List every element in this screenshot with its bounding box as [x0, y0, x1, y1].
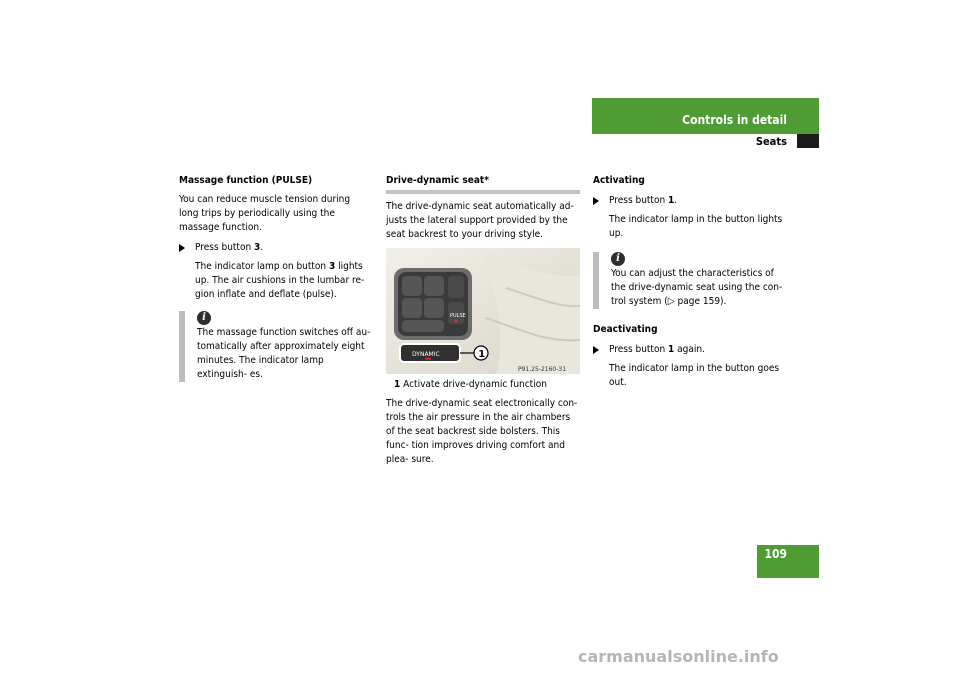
- info-icon: i: [197, 311, 211, 325]
- deactivating-result: The indicator lamp in the button goes out.: [609, 363, 780, 388]
- watermark: carmanualsonline.info: [578, 647, 779, 666]
- massage-note-text: The massage function switches off au- tomatically after approximately eight minutes. The indicator lamp extinguish- es.: [197, 327, 371, 380]
- callout-number: 1: [478, 349, 486, 360]
- activating-heading: Activating: [593, 175, 645, 186]
- massage-intro: You can reduce muscle tension during long trips by periodically using the massage function.: [179, 194, 351, 233]
- column-activating: [593, 174, 788, 395]
- activating-step: Press button 1.: [593, 194, 788, 208]
- massage-result: The indicator lamp on button 3 lights up. The air cushions in the lumbar re- gion inflate and deflate (pulse).: [195, 261, 365, 300]
- section-title: Controls in detail: [682, 113, 787, 127]
- page-number: 109: [764, 547, 787, 561]
- drive-dynamic-note: [593, 252, 788, 309]
- drive-dynamic-note-text: You can adjust the characteristics of the drive-dynamic seat using the con- trol system (▷ page 159).: [611, 268, 783, 307]
- seat-control-illustration: [386, 248, 580, 374]
- massage-heading: Massage function (PULSE): [179, 175, 313, 186]
- subsection-title: Seats: [755, 135, 787, 148]
- seat-control-photo: [386, 248, 580, 374]
- massage-step: Press button 3.: [179, 241, 371, 255]
- deactivating-step: Press button 1 again.: [593, 343, 788, 357]
- drive-dynamic-heading: Drive-dynamic seat*: [386, 174, 580, 194]
- arrow-bullet-icon: [179, 244, 185, 252]
- activating-result: The indicator lamp in the button lights up.: [609, 214, 783, 239]
- column-drive-dynamic: [386, 174, 580, 473]
- subsection-marker: [797, 134, 819, 148]
- page-ref-arrow-icon: ▷: [667, 296, 675, 307]
- arrow-bullet-icon: [593, 346, 599, 354]
- arrow-bullet-icon: [593, 197, 599, 205]
- info-icon: i: [611, 252, 625, 266]
- figure-caption: 1 Activate drive-dynamic function: [394, 379, 547, 390]
- pulse-label: PULSE: [450, 313, 466, 319]
- figure-ref-code: P91.25-2160-31: [518, 366, 567, 373]
- massage-note: [179, 311, 371, 382]
- dynamic-label: DYNAMIC: [412, 351, 440, 358]
- column-massage: [179, 174, 371, 382]
- drive-dynamic-body: The drive-dynamic seat electronically con- trols the air pressure in the air chambers of the seat backrest side bolsters. This func- tion improves driving comfort and plea- sure.: [386, 398, 578, 465]
- deactivating-heading: Deactivating: [593, 324, 658, 335]
- drive-dynamic-intro: The drive-dynamic seat automatically ad- justs the lateral support provided by the seat backrest to your driving style.: [386, 201, 574, 240]
